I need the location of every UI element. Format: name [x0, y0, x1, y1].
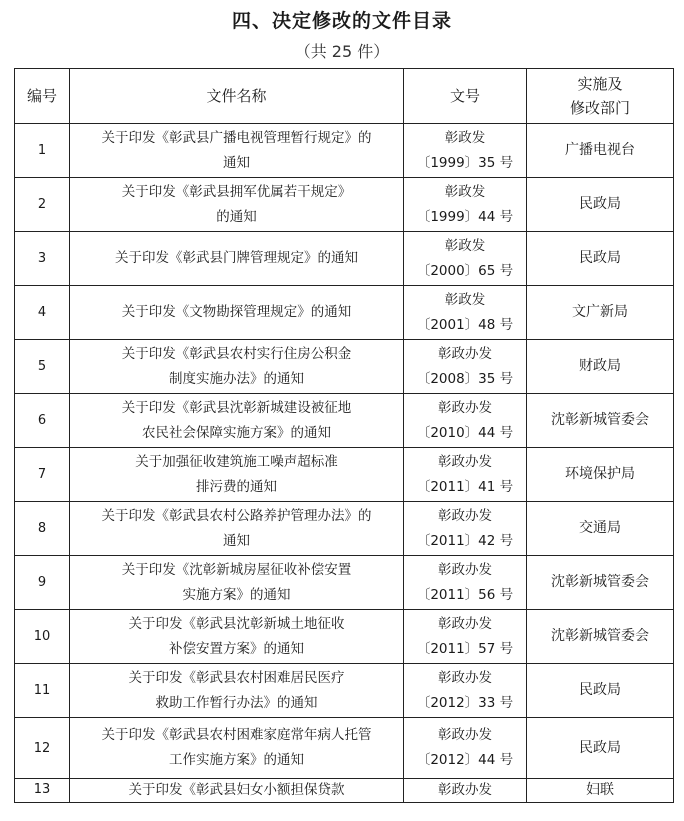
document-number-line: 〔2011〕42 号	[416, 532, 514, 549]
document-name-line: 关于印发《彰武县农村困难家庭常年病人托管	[101, 727, 372, 743]
document-number-line: 彰政办发	[438, 507, 492, 524]
header-number: 编号	[15, 69, 70, 124]
document-number-line: 彰政发	[444, 129, 486, 146]
document-number-line: 彰政发	[444, 237, 486, 254]
department: 民政局	[527, 664, 674, 718]
department: 民政局	[527, 232, 674, 286]
department: 民政局	[527, 178, 674, 232]
document-number-line: 彰政办发	[438, 669, 492, 686]
document-number-line: 彰政办发	[438, 453, 492, 470]
document-name	[70, 502, 404, 556]
row-number: 4	[15, 286, 70, 340]
document-number	[404, 286, 527, 340]
department: 交通局	[527, 502, 674, 556]
row-number: 13	[15, 779, 70, 803]
row-number: 10	[15, 610, 70, 664]
document-number	[404, 502, 527, 556]
document-name-line: 关于印发《文物勘探管理规定》的通知	[121, 304, 352, 320]
department: 沈彰新城管委会	[527, 610, 674, 664]
document-name-line: 关于印发《彰武县拥军优属若干规定》	[121, 183, 352, 200]
document-number	[404, 664, 527, 718]
row-number: 7	[15, 448, 70, 502]
row-number: 5	[15, 340, 70, 394]
row-number: 9	[15, 556, 70, 610]
document-name-line: 救助工作暂行办法》的通知	[155, 694, 318, 711]
document-name	[70, 232, 404, 286]
document-name-line: 关于印发《彰武县农村困难居民医疗	[128, 669, 345, 686]
table-row	[15, 124, 674, 178]
header-document-number: 文号	[404, 69, 527, 124]
document-number-line: 〔1999〕35 号	[416, 154, 514, 171]
document-number-line: 〔2010〕44 号	[416, 424, 514, 441]
table-row	[15, 610, 674, 664]
table-row	[15, 394, 674, 448]
document-number-line: 〔2008〕35 号	[416, 370, 514, 387]
document-number-line: 〔2012〕33 号	[416, 694, 514, 711]
document-number-line: 彰政办发	[438, 615, 492, 632]
document-number	[404, 448, 527, 502]
document-number-line: 彰政办发	[438, 561, 492, 578]
table-row	[15, 779, 674, 803]
document-name	[70, 556, 404, 610]
header-department	[527, 69, 674, 124]
document-number-line: 彰政发	[444, 291, 486, 308]
document-table	[14, 68, 674, 803]
document-name-line: 的通知	[216, 208, 257, 225]
document-number-line: 彰政发	[444, 183, 486, 200]
document-name-line: 关于印发《彰武县沈彰新城建设被征地	[121, 399, 352, 416]
document-number-line: 〔2000〕65 号	[416, 262, 514, 279]
document-name	[70, 610, 404, 664]
document-name-line: 排污费的通知	[196, 478, 277, 495]
document-number-line: 彰政办发	[438, 399, 492, 416]
document-name-line: 补偿安置方案》的通知	[169, 640, 304, 657]
department: 广播电视台	[527, 124, 674, 178]
document-number	[404, 178, 527, 232]
document-number-line: 〔1999〕44 号	[416, 208, 514, 225]
document-number-line: 彰政办发	[438, 345, 492, 362]
row-number: 12	[15, 718, 70, 779]
row-number: 8	[15, 502, 70, 556]
document-name-line: 制度实施办法》的通知	[169, 370, 304, 387]
document-name	[70, 718, 404, 779]
table-row	[15, 178, 674, 232]
document-name	[70, 394, 404, 448]
document-name-line: 农民社会保障实施方案》的通知	[142, 424, 331, 441]
document-name-line: 关于印发《彰武县妇女小额担保贷款	[128, 782, 345, 798]
document-name-line: 工作实施方案》的通知	[169, 752, 304, 768]
document-number	[404, 718, 527, 779]
page-subtitle: （共 25 件）	[294, 42, 390, 61]
document-name-line: 关于印发《彰武县农村实行住房公积金	[121, 345, 352, 362]
table-row	[15, 556, 674, 610]
document-name-line: 关于印发《彰武县农村公路养护管理办法》的	[101, 507, 372, 524]
document-name-line: 关于印发《彰武县沈彰新城土地征收	[128, 615, 345, 632]
document-number	[404, 124, 527, 178]
document-number	[404, 232, 527, 286]
department: 文广新局	[527, 286, 674, 340]
document-name	[70, 340, 404, 394]
document-name-line: 关于印发《沈彰新城房屋征收补偿安置	[121, 561, 352, 578]
document-number	[404, 394, 527, 448]
document-number-line: 彰政办发	[438, 727, 492, 743]
department: 沈彰新城管委会	[527, 556, 674, 610]
document-name	[70, 779, 404, 803]
document-number-line: 〔2011〕56 号	[416, 586, 514, 603]
document-name-line: 关于印发《彰武县门牌管理规定》的通知	[115, 250, 358, 266]
table-body	[15, 124, 674, 803]
department: 民政局	[527, 718, 674, 779]
document-number-line: 〔2011〕57 号	[416, 640, 514, 657]
document-name	[70, 448, 404, 502]
table-row	[15, 232, 674, 286]
header-department-line: 实施及	[577, 75, 623, 93]
row-number: 2	[15, 178, 70, 232]
document-number-line: 〔2011〕41 号	[416, 478, 514, 495]
row-number: 11	[15, 664, 70, 718]
table-header-row	[15, 69, 674, 124]
header-document-name: 文件名称	[70, 69, 404, 124]
document-number-line: 彰政办发	[438, 782, 492, 798]
document-name-line: 实施方案》的通知	[182, 586, 291, 603]
document-name	[70, 124, 404, 178]
table-row	[15, 664, 674, 718]
document-number-line: 〔2001〕48 号	[416, 316, 514, 333]
document-number-line: 〔2012〕44 号	[416, 752, 514, 768]
department: 妇联	[527, 779, 674, 803]
document-name	[70, 286, 404, 340]
document-number	[404, 610, 527, 664]
row-number: 1	[15, 124, 70, 178]
department: 沈彰新城管委会	[527, 394, 674, 448]
table-row	[15, 502, 674, 556]
table-row	[15, 286, 674, 340]
department: 环境保护局	[527, 448, 674, 502]
table-row	[15, 340, 674, 394]
row-number: 6	[15, 394, 70, 448]
document-name-line: 关于印发《彰武县广播电视管理暂行规定》的	[101, 129, 372, 146]
document-name	[70, 178, 404, 232]
table-row	[15, 448, 674, 502]
document-number	[404, 340, 527, 394]
document-name	[70, 664, 404, 718]
page-title: 四、决定修改的文件目录	[231, 10, 452, 32]
document-name-line: 通知	[223, 154, 250, 171]
table-row	[15, 718, 674, 779]
document-name-line: 通知	[223, 532, 250, 549]
row-number: 3	[15, 232, 70, 286]
department: 财政局	[527, 340, 674, 394]
document-number	[404, 556, 527, 610]
document-name-line: 关于加强征收建筑施工噪声超标准	[135, 453, 338, 470]
document-number	[404, 779, 527, 803]
header-department-line: 修改部门	[569, 99, 630, 117]
